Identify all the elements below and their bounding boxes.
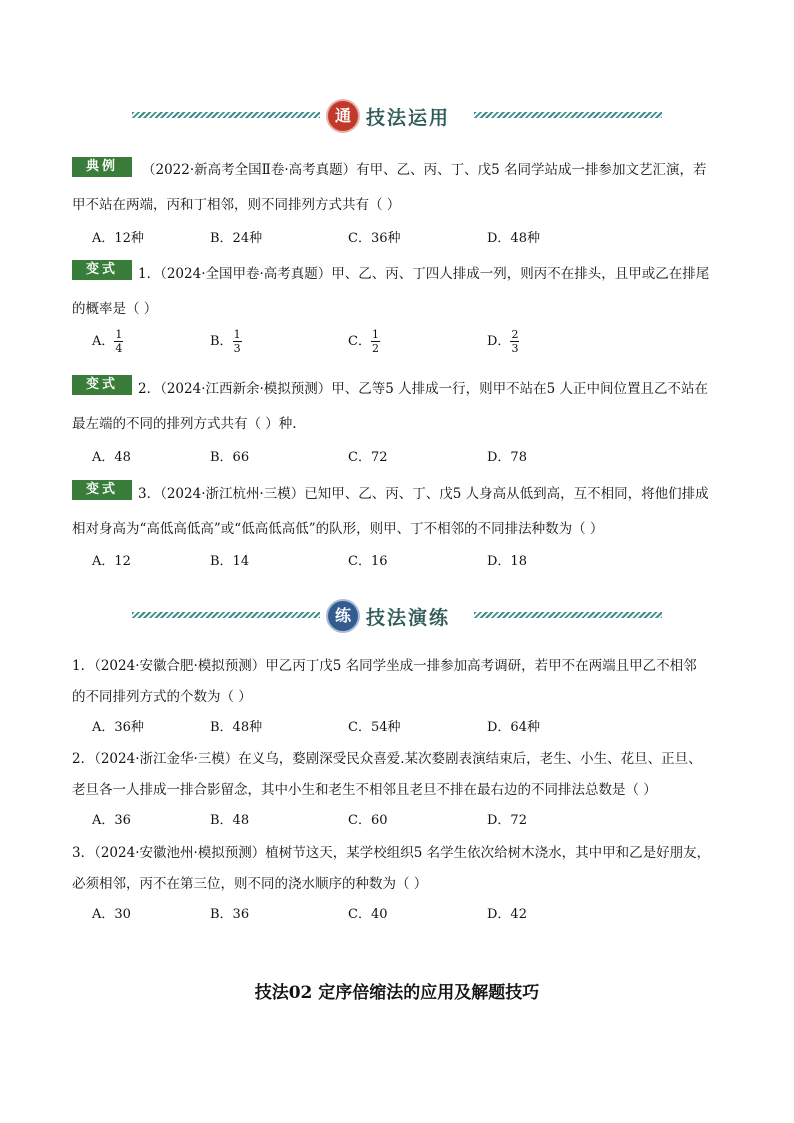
practice-q3-option-d: D．42 xyxy=(487,907,527,922)
practice-q2-line1: 2．（2024·浙江金华·三模）在义乌，婺剧深受民众喜爱.某次婺剧表演结束后，老生、小生、花旦、正旦、 xyxy=(72,751,702,767)
variant1-option-a: A． $\frac{1}{4}$ xyxy=(92,328,123,355)
banner-left-stripe xyxy=(132,612,320,618)
practice-q2-option-c: C．60 xyxy=(348,813,388,828)
variant2-option-a: A．48 xyxy=(92,450,131,465)
example-option-c: C．36种 xyxy=(348,231,401,246)
practice-q3-line2: 必须相邻，丙不在第三位，则不同的浇水顺序的种数为（ ） xyxy=(72,876,428,892)
practice-q1-option-b: B．48种 xyxy=(210,720,263,735)
banner-right-stripe xyxy=(474,112,662,118)
variant2-tag: 变式 xyxy=(72,375,132,395)
practice-q3-line1: 3．（2024·安徽池州·模拟预测）植树节这天，某学校组织5 名学生依次给树木浇水，其中甲和乙是好朋友， xyxy=(72,845,711,861)
section-title: 技法演练 xyxy=(366,607,451,629)
variant1-option-b: B． $\frac{1}{3}$ xyxy=(210,328,241,355)
section-banner-skill-use xyxy=(132,101,662,131)
example-tag: 典例 xyxy=(72,157,132,177)
variant3-question-line2: 相对身高为“高低高低高”或“低高低高低”的队形，则甲、丁不相邻的不同排法种数为（ ） xyxy=(72,521,604,537)
variant1-option-c: C． $\frac{1}{2}$ xyxy=(348,328,379,355)
variant1-question-line1: 1．（2024·全国甲卷·高考真题）甲、乙、丙、丁四人排成一列，则丙不在排头，且甲或乙在排尾 xyxy=(138,266,710,282)
variant3-option-c: C．16 xyxy=(348,554,388,569)
variant2-option-d: D．78 xyxy=(487,450,527,465)
variant3-option-b: B．14 xyxy=(210,554,250,569)
section-badge: 通 xyxy=(328,101,358,131)
example-option-d: D．48种 xyxy=(487,231,540,246)
practice-q1-line1: 1．（2024·安徽合肥·模拟预测）甲乙丙丁戊5 名同学坐成一排参加高考调研，若甲不在两端且甲乙不相邻 xyxy=(72,658,697,674)
practice-q1-option-d: D．64种 xyxy=(487,720,540,735)
section-title: 技法运用 xyxy=(366,107,451,129)
variant3-question-line1: 3．（2024·浙江杭州·三模）已知甲、乙、丙、丁、戊5 人身高从低到高，互不相同，将他们排成 xyxy=(138,486,709,502)
variant1-option-d: D． $\frac{2}{3}$ xyxy=(487,328,519,355)
practice-q1-option-a: A．36种 xyxy=(92,720,144,735)
example-option-b: B．24种 xyxy=(210,231,263,246)
practice-q3-option-b: B．36 xyxy=(210,907,250,922)
section-badge: 练 xyxy=(328,601,358,631)
practice-q2-option-a: A．36 xyxy=(92,813,131,828)
variant3-option-a: A．12 xyxy=(92,554,131,569)
variant2-question-line2: 最左端的不同的排列方式共有（ ）种. xyxy=(72,416,297,432)
practice-q1-option-c: C．54种 xyxy=(348,720,401,735)
practice-q3-option-c: C．40 xyxy=(348,907,388,922)
banner-left-stripe xyxy=(132,112,320,118)
practice-q3-option-a: A．30 xyxy=(92,907,131,922)
next-section-heading: 技法02 定序倍缩法的应用及解题技巧 xyxy=(254,983,540,1003)
banner-right-stripe xyxy=(474,612,662,618)
variant2-option-c: C．72 xyxy=(348,450,388,465)
example-question-line2: 甲不站在两端，丙和丁相邻，则不同排列方式共有（ ） xyxy=(72,197,401,213)
example-option-a: A．12种 xyxy=(92,231,144,246)
practice-q2-option-d: D．72 xyxy=(487,813,527,828)
variant1-tag: 变式 xyxy=(72,260,132,280)
variant1-question-line2: 的概率是（ ） xyxy=(72,301,158,317)
variant2-question-line1: 2．（2024·江西新余·模拟预测）甲、乙等5 人排成一行，则甲不站在5 人正中间位置且乙不站在 xyxy=(138,381,709,397)
variant3-option-d: D．18 xyxy=(487,554,527,569)
practice-q2-option-b: B．48 xyxy=(210,813,250,828)
variant3-tag: 变式 xyxy=(72,480,132,500)
variant2-option-b: B．66 xyxy=(210,450,250,465)
practice-q2-line2: 老旦各一人排成一排合影留念，其中小生和老生不相邻且老旦不排在最右边的不同排法总数是（ ） xyxy=(72,782,657,798)
example-question-line1: （2022·新高考全国Ⅱ卷·高考真题）有甲、乙、丙、丁、戊5 名同学站成一排参加文艺汇演，若 xyxy=(142,162,707,178)
section-banner-skill-practice xyxy=(132,601,662,631)
practice-q1-line2: 的不同排列方式的个数为（ ） xyxy=(72,689,252,705)
